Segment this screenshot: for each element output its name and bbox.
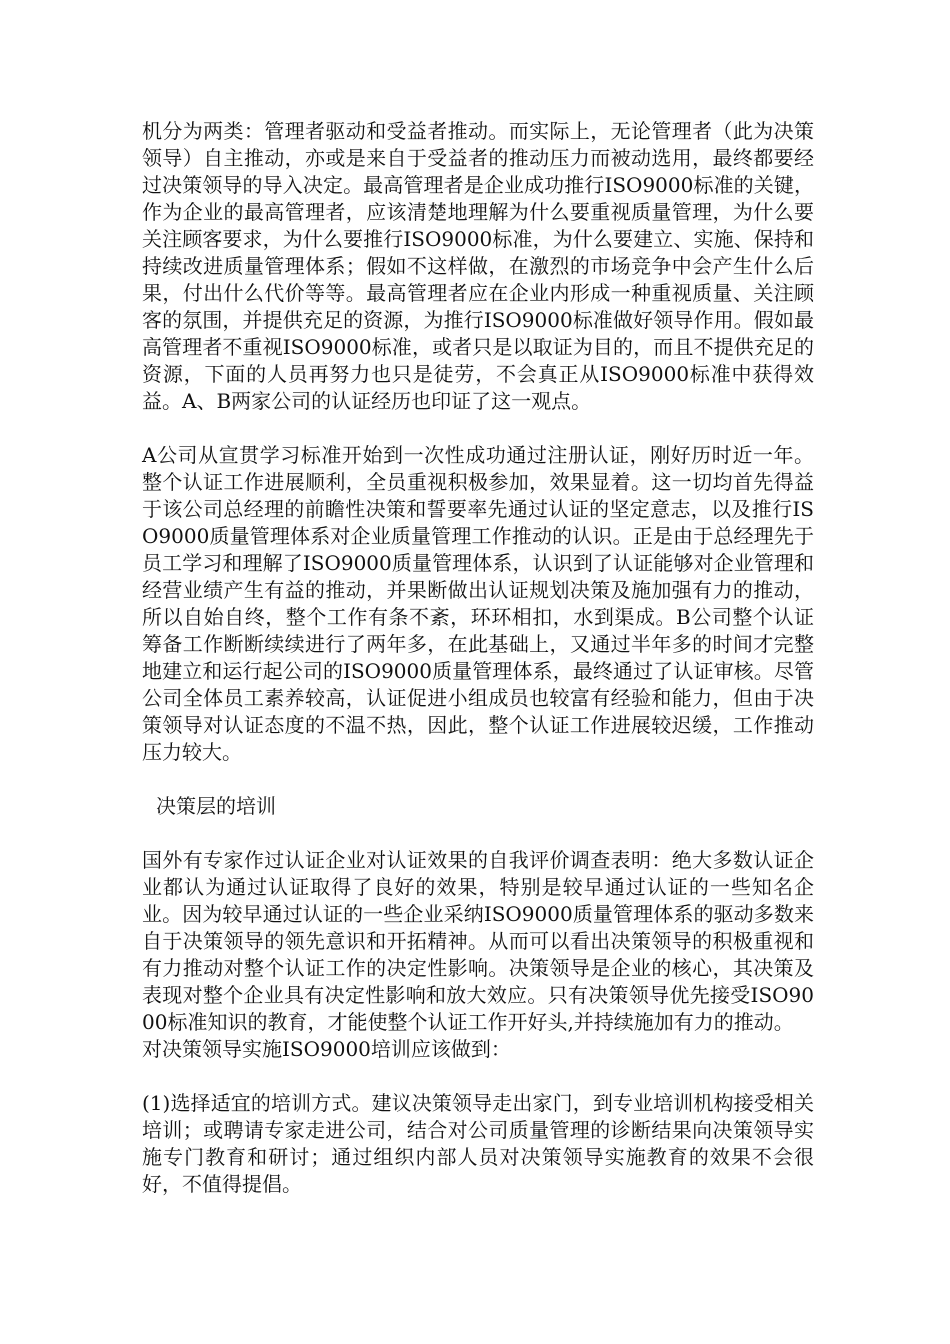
paragraph-company-cases: A公司从宣贯学习标准开始到一次性成功通过注册认证，刚好历时近一年。整个认证工作进展顺利，全员重视积极参加，效果显着。这一切均首先得益于该公司总经理的前瞻性决策和誓要率先通过认证的坚定意志，以及推行ISO9000质量管理体系对企业质量管理工作推动的认识。正是由于总经理先于员工学习和理解了ISO9000质量管理体系，认识到了认证能够对企业管理和经营业绩产生有益的推动，并果断做出认证规划决策及施加强有力的推动，所以自始自终，整个工作有条不紊，环环相扣，水到渠成。B公司整个认证筹备工作断断续续进行了两年多，在此基础上，又通过半年多的时间才完整地建立和运行起公司的ISO9000质量管理体系，最终通过了认证审核。尽管公司全体员工素养较高，认证促进小组成员也较富有经验和能力，但由于决策领导对认证态度的不温不热，因此，整个认证工作进展较迟缓，工作推动压力较大。 <box>142 443 814 764</box>
paragraph-gap <box>142 1063 814 1090</box>
paragraph-training-method: (1)选择适宜的培训方式。建议决策领导走出家门，到专业培训机构接受相关培训；或聘请专家走进公司，结合对公司质量管理的诊断结果向决策领导实施专门教育和研讨；通过组织内部人员对决策领导实施教育的效果不会很好，不值得提倡。 <box>142 1091 814 1196</box>
paragraph-gap <box>142 820 814 847</box>
paragraph-training-intro: 对决策领导实施ISO9000培训应该做到： <box>142 1037 511 1061</box>
paragraph-gap <box>142 766 814 793</box>
paragraph-expert-survey: 国外有专家作过认证企业对认证效果的自我评价调查表明：绝大多数认证企业都认为通过认证取得了良好的效果，特别是较早通过认证的一些知名企业。因为较早通过认证的一些企业采纳ISO9000质量管理体系的驱动多数来自于决策领导的领先意识和开拓精神。从而可以看出决策领导的积极重视和有力推动对整个认证工作的决定性影响。决策领导是企业的核心，其决策及表现对整个企业具有决定性影响和放大效应。只有决策领导优先接受ISO9000标准知识的教育，才能使整个认证工作开好头,并持续施加有力的推动。 <box>142 848 814 1034</box>
document-page <box>142 118 814 1198</box>
paragraph-gap <box>142 415 814 442</box>
section-heading-leadership-training: 决策层的培训 <box>156 794 276 818</box>
paragraph-quality-drivers: 机分为两类：管理者驱动和受益者推动。而实际上，无论管理者（此为决策领导）自主推动，亦或是来自于受益者的推动压力而被动选用，最终都要经过决策领导的导入决定。最高管理者是企业成功推行ISO9000标准的关键，作为企业的最高管理者，应该清楚地理解为什么要重视质量管理，为什么要关注顾客要求，为什么要推行ISO9000标准，为什么要建立、实施、保持和持续改进质量管理体系；假如不这样做，在激烈的市场竞争中会产生什么后果，付出什么代价等等。最高管理者应在企业内形成一种重视质量、关注顾客的氛围，并提供充足的资源，为推行ISO9000标准做好领导作用。假如最高管理者不重视ISO9000标准，或者只是以取证为目的，而且不提供充足的资源，下面的人员再努力也只是徒劳，不会真正从ISO9000标准中获得效益。A、B两家公司的认证经历也印证了这一观点。 <box>142 119 814 413</box>
